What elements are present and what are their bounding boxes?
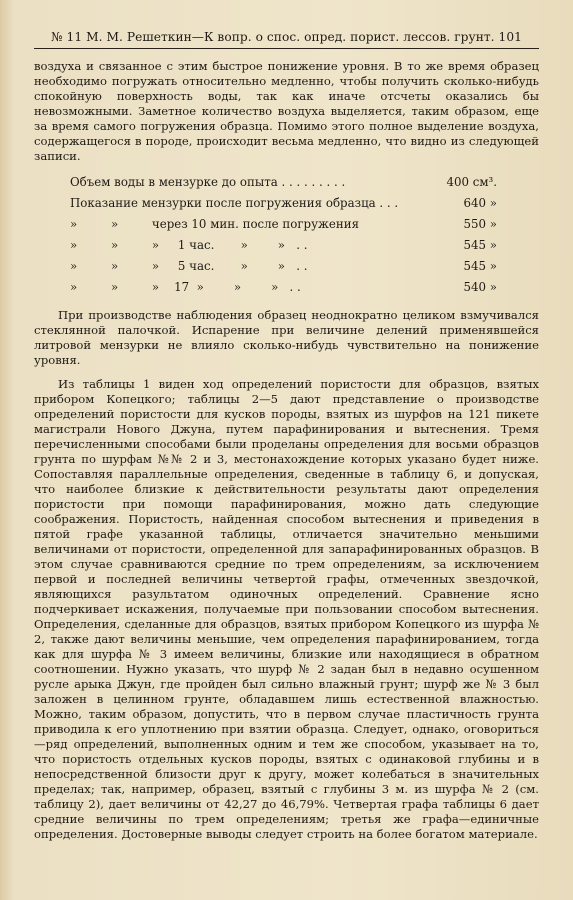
- record-row: [34, 214, 539, 235]
- record-text: Показание мензурки после погружения образца . . .: [70, 196, 399, 210]
- paragraph-main: Из таблицы 1 виден ход определений пористости для образцов, взятых прибором Копецкого; таблицы 2—5 дают представление о производстве определений пористости для кусков породы, взятых из шурфов на 121 пикете магистрали Нового Джуна, путем парафинирования и вытеснения. Тремя перечисленными способами были проделаны определения для восьми образцов грунта по шурфам №№ 2 и 3, местонахождение которых указано будет ниже. Сопоставляя параллельные определения, сведенные в таблицу 6, и допуская, что наиболее близкие к действительности результаты дают определения пористости при помощи парафинирования, можно дать следующие соображения. Пористость, найденная способом вытеснения и приведения в пятой графе указанной таблицы, отличается значительно меньшими величинами от пористости, определенной для запарафинированных образцов. В этом случае сравниваются средние по трем определениям, за исключением первой и последней величины четвертой графы, отмеченных звездочкой, являющихся разультатом одиночных определений. Сравнение ясно подчеркивает искажения, получаемые при пользовании способом вытеснения. Определения, сделанные для образцов, взятых прибором Копецкого из шурфа № 2, также дают величины меньшие, чем определения парафинированием, тогда как для шурфа № 3 имеем величины, близкие или находящиеся в обратном соотношении. Нужно указать, что шурф № 2 задан был в недавно осушенном русле арыка Джун, где пройден был сильно влажный грунт; шурф же № 3 был заложен в целинном грунте, обладавшем лишь естественной влажностью. Можно, таким образом, допустить, что в первом случае пластичность грунта приводила к его уплотнению при взятии образца. Следует, однако, оговориться—ряд определений, выполненных одним и тем же способом, указывает на то, что пористость отдельных кусков породы, взятых с одинаковой глубины и в непосредственной близости друг к другу, может колебаться в значительных пределах; так, например, образец, взятый с глубины 3 м. из шурфа № 2 (см. таблицу 2), дает величины от 42,27 до 46,79%. Четвертая графа таблицы 6 дает средние величины по трем определениям; третья же графа—единичные определения. Достоверные выводы следует строить на более богатом материале.: [34, 377, 539, 841]
- record-value: 550 »: [463, 217, 497, 231]
- paragraph-middle: При производстве наблюдения образец неоднократно целиком взмучивался стеклянной палочкой. Испарение при величине делений применявшейся литровой мензурки не влияло сколько-нибудь чувствительно на понижение уровня.: [34, 308, 539, 367]
- record-value: 540 »: [463, 280, 497, 294]
- record-text: Объем воды в мензурке до опыта . . . . . . . . .: [70, 175, 346, 189]
- record-row: [34, 256, 539, 277]
- record-text: » » » 5 час. » » . .: [70, 259, 308, 273]
- record-value: 545 »: [463, 238, 497, 252]
- record-text: » » через 10 мин. после погружения: [70, 217, 360, 231]
- record-row: [34, 235, 539, 256]
- record-row: [34, 172, 539, 193]
- record-value: 640 »: [463, 196, 497, 210]
- measurement-records: [34, 172, 539, 298]
- running-header: № 11 М. М. Решеткин—К вопр. о спос. опред. порист. лессов. грунт. 101: [34, 30, 539, 49]
- record-text: » » » 17 » » » . .: [70, 280, 301, 294]
- record-value: 545 »: [463, 259, 497, 273]
- record-text: » » » 1 час. » » . .: [70, 238, 308, 252]
- record-value: 400 см³.: [446, 175, 497, 189]
- paragraph-top: воздуха и связанное с этим быстрое понижение уровня. В то же время образец необходимо погружать относительно медленно, чтобы получить сколько-нибудь спокойную поверхность воды, так как иначе отсчеты оказались бы невозможными. Заметное количество воздуха выделяется, таким образом, еще за время самого погружения образца. Помимо этого полное выделение воздуха, содержащегося в породе, происходит весьма медленно, что видно из следующей записи.: [34, 59, 539, 163]
- record-row: [34, 193, 539, 214]
- record-row: [34, 277, 539, 298]
